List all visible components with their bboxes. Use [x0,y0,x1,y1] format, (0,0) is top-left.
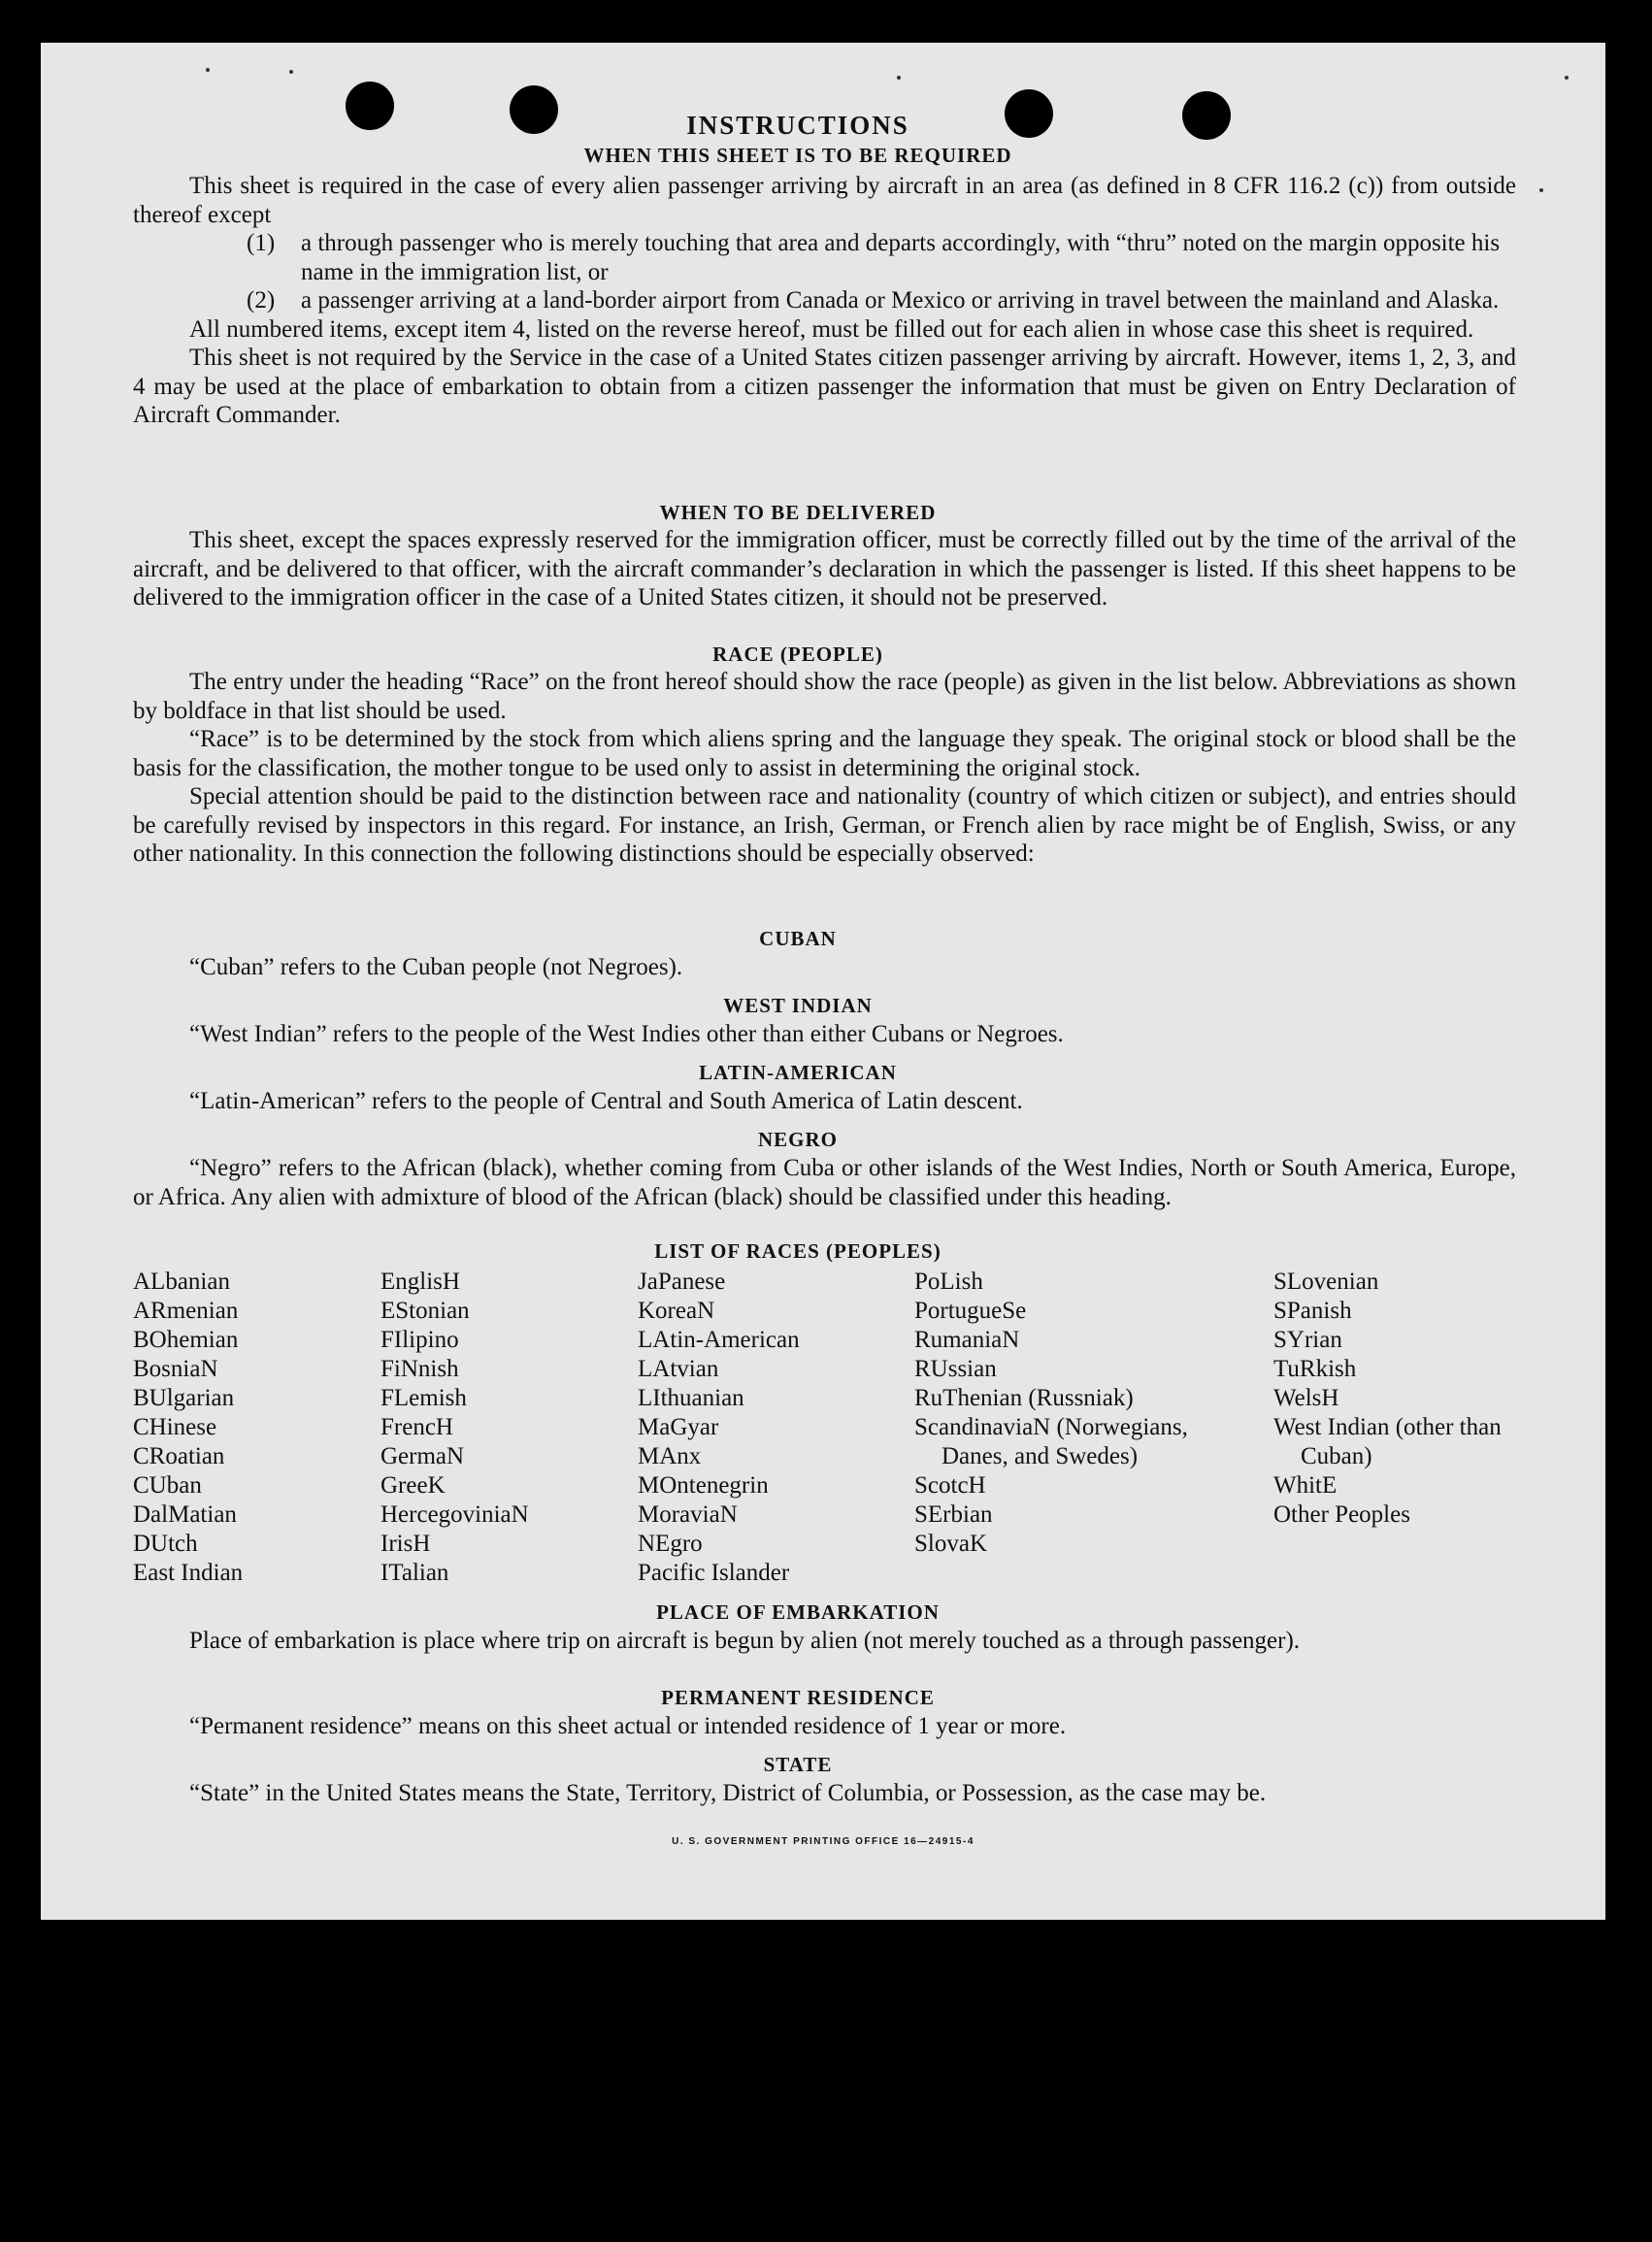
race-item: EnglisH [380,1269,460,1295]
embarkation-paragraph: Place of embarkation is place where trip on aircraft is begun by alien (not merely touched as a through passenger). [189,1628,1301,1654]
race-item: ITalian [380,1560,449,1586]
race-item: Other Peoples [1273,1501,1410,1528]
race-item: SLovenian [1273,1269,1379,1295]
races-column [133,1268,356,1588]
page-title: INSTRUCTIONS [686,111,909,140]
race-item: MaGyar [638,1414,719,1440]
state-paragraph: “State” in the United States means the State, Territory, District of Columbia, or Possession, as the case may be. [189,1780,1267,1806]
section-negro [133,1154,1516,1211]
negro-paragraph: “Negro” refers to the African (black), whether coming from Cuba or other islands of the West Indies, North or South America, Europe, or Africa. Any alien with admixture of blood of the African (black) should be classified under this heading. [133,1155,1516,1210]
section-heading-residence: PERMANENT RESIDENCE [661,1686,935,1709]
section-embarkation [133,1627,1516,1656]
race-item: CHinese [133,1414,217,1440]
cuban-paragraph: “Cuban” refers to the Cuban people (not Negroes). [189,954,683,980]
race-item: FLemish [380,1385,467,1411]
race-item: DalMatian [133,1501,237,1528]
race-item: LAtin-American [638,1327,800,1353]
race-item: KoreaN [638,1298,715,1324]
residence-paragraph: “Permanent residence” means on this sheet actual or intended residence of 1 year or more. [189,1713,1067,1739]
exception-number: (2) [247,287,276,313]
section-heading-race: RACE (PEOPLE) [712,643,883,666]
race-item: SYrian [1273,1327,1342,1353]
section-heading-delivered: WHEN TO BE DELIVERED [659,501,937,524]
race-item: PortugueSe [914,1298,1027,1324]
section-delivered [133,526,1516,612]
race-item: Pacific Islander [638,1560,790,1586]
race-item: WelsH [1273,1385,1339,1411]
race-item: JaPanese [638,1269,726,1295]
race-item: West Indian (other than Cuban) [1273,1414,1502,1469]
exception-item [133,229,1516,286]
race-item: MoraviaN [638,1501,738,1528]
speck [897,76,901,80]
required-intro: This sheet is required in the case of every alien passenger arriving by aircraft in an area (as defined in 8 CFR 116.2 (c)) from outside thereof except [133,173,1516,228]
west-indian-paragraph: “West Indian” refers to the people of the West Indies other than either Cubans or Negroes. [189,1021,1064,1047]
exception-text: a through passenger who is merely touching that area and departs accordingly, with “thru” noted on the margin opposite his name in the immigration list, or [301,230,1501,285]
race-item: FIlipino [380,1327,459,1353]
speck [289,70,293,74]
races-column [914,1268,1235,1559]
race-item: CRoatian [133,1443,225,1469]
race-item: NEgro [638,1531,703,1557]
race-item: ALbanian [133,1269,230,1295]
race-item: LAtvian [638,1356,719,1382]
section-west-indian [133,1020,1516,1049]
race-item: ScandinaviaN (Norwegians, Danes, and Swedes) [914,1414,1188,1469]
section-heading-negro: NEGRO [757,1128,838,1151]
race-item: TuRkish [1273,1356,1357,1382]
race-item: RumaniaN [914,1327,1020,1353]
races-column [1273,1268,1521,1530]
citizen-paragraph: This sheet is not required by the Service in the case of a United States citizen passenger arriving by aircraft. However, items 1, 2, 3, and 4 may be used at the place of embarkation to obtain from a citizen passenger the information that must be given on Entry Declaration of Aircraft Commander. [133,345,1516,428]
numbered-items-paragraph: All numbered items, except item 4, listed on the reverse hereof, must be filled out for each alien in whose case this sheet is required. [189,315,1474,343]
races-column [638,1268,900,1588]
race-item: SErbian [914,1501,993,1528]
speck [1565,76,1569,80]
race-item: CUban [133,1472,202,1499]
race-item: BosniaN [133,1356,218,1382]
exception-text: a passenger arriving at a land-border airport from Canada or Mexico or arriving in travel between the mainland and Alaska. [301,287,1500,313]
race-item: GreeK [380,1472,446,1499]
race-item: GermaN [380,1443,465,1469]
section-heading-cuban: CUBAN [759,927,837,950]
section-race [133,668,1516,869]
race-item: IrisH [380,1531,431,1557]
document-sheet [41,43,1605,1920]
section-heading-required: WHEN THIS SHEET IS TO BE REQUIRED [583,144,1012,167]
race-item: SlovaK [914,1531,987,1557]
race-item: FrencH [380,1414,453,1440]
race-item: FiNnish [380,1356,459,1382]
race-item: MAnx [638,1443,702,1469]
speck [1539,188,1543,192]
race-item: RUssian [914,1356,997,1382]
section-required [133,172,1516,430]
race-item: RuThenian (Russniak) [914,1385,1134,1411]
delivered-paragraph: This sheet, except the spaces expressly reserved for the immigration officer, must be correctly filled out by the time of the arrival of the aircraft, and be delivered to that officer, with the aircraft commander’s declaration in which the passenger is listed. If this sheet happens to be delivered to the immigration officer in the case of a United States citizen, it should not be preserved. [133,527,1516,610]
race-item: DUtch [133,1531,198,1557]
race-item: BOhemian [133,1327,239,1353]
race-item: East Indian [133,1560,244,1586]
exception-number: (1) [247,230,276,256]
section-heading-west-indian: WEST INDIAN [723,994,873,1017]
race-item: HercegoviniaN [380,1501,529,1528]
section-heading-races-list: LIST OF RACES (PEOPLES) [654,1239,942,1263]
section-residence [133,1712,1516,1741]
race-paragraph: “Race” is to be determined by the stock from which aliens spring and the language they speak. The original stock or blood shall be the basis for the classification, the mother tongue to be used only to assist in determining the original stock. [133,726,1516,781]
race-item: EStonian [380,1298,470,1324]
speck [206,68,210,72]
race-item: BUlgarian [133,1385,235,1411]
races-list [133,1268,1521,1588]
race-item: ARmenian [133,1298,239,1324]
latin-american-paragraph: “Latin-American” refers to the people of Central and South America of Latin descent. [189,1088,1023,1114]
race-item: PoLish [914,1269,983,1295]
section-heading-state: STATE [763,1753,833,1776]
race-paragraph: Special attention should be paid to the distinction between race and nationality (country of which citizen or subject), and entries should be carefully revised by inspectors in this regard. For instance, an Irish, German, or French alien by race might be of English, Swiss, or any other nationality. In this connection the following distinctions should be especially observed: [133,783,1516,867]
race-paragraph: The entry under the heading “Race” on the front hereof should show the race (people) as given in the list below. Abbreviations as shown by boldface in that list should be used. [133,669,1516,724]
race-item: SPanish [1273,1298,1352,1324]
exception-item [133,286,1516,315]
section-heading-latin-american: LATIN-AMERICAN [699,1061,897,1084]
section-state [133,1779,1516,1808]
race-item: WhitE [1273,1472,1338,1499]
race-item: ScotcH [914,1472,986,1499]
section-latin-american [133,1087,1516,1116]
section-heading-embarkation: PLACE OF EMBARKATION [656,1600,940,1624]
race-item: LIthuanian [638,1385,744,1411]
section-cuban [133,953,1516,982]
printer-imprint: U. S. GOVERNMENT PRINTING OFFICE 16—24915-4 [672,1836,975,1847]
races-column [380,1268,623,1588]
race-item: MOntenegrin [638,1472,769,1499]
